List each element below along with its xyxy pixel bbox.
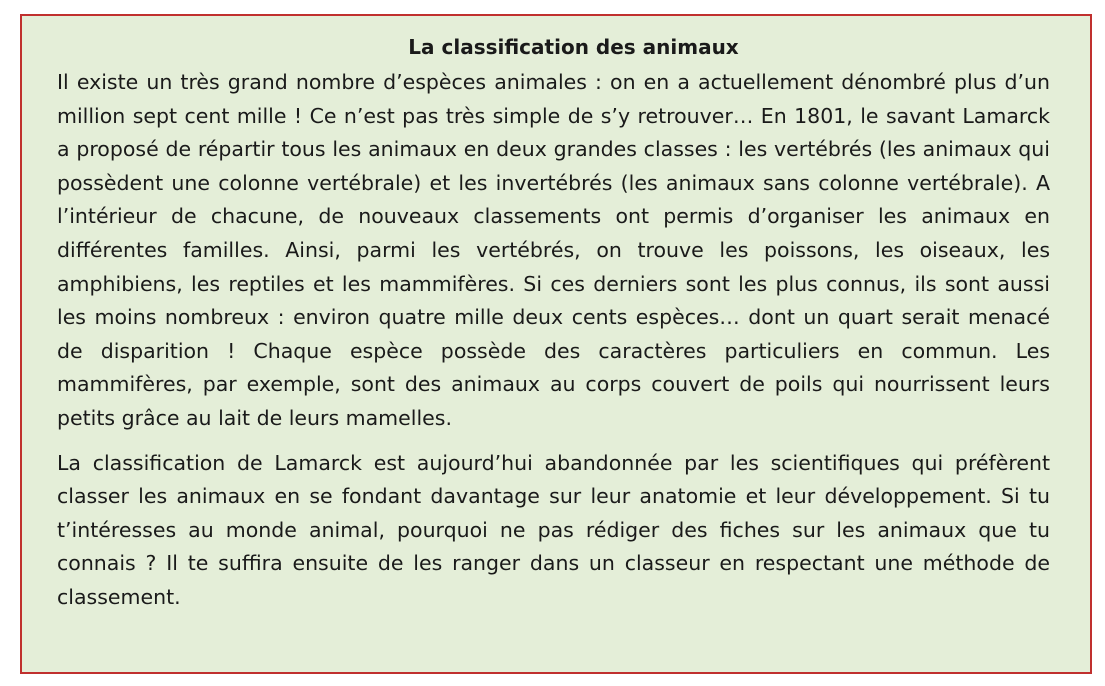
paragraph-1: Il existe un très grand nombre d’espèces animales : on en a actuellement dénombré plus d’un million sept cent mille ! Ce n’est pas très simple de s’y retrouver… En 1801, le savant Lamarck a proposé de répartir tous les animaux en deux grandes classes : les vertébrés (les animaux qui possèdent une colonne vertébrale) et les invertébrés (les animaux sans colonne vertébrale). A l’intérieur de chacune, de nouveaux classements ont permis d’organiser les animaux en différentes familles. Ainsi, parmi les vertébrés, on trouve les poissons, les oiseaux, les amphibiens, les reptiles et les mammifères. Si ces derniers sont les plus connus, ils sont aussi les moins nombreux : environ quatre mille deux cents espèces… dont un quart serait menacé de disparition ! Chaque espèce possède des caractères particuliers en commun. Les mammifères, par exemple, sont des animaux au corps couvert de poils qui nourrissent leurs petits grâce au lait de leurs mamelles. xyxy=(57,70,1050,430)
paragraph-2: La classification de Lamarck est aujourd’hui abandonnée par les scientifiques qui préfèrent classer les animaux en se fondant davantage sur leur anatomie et leur développement. Si tu t’intéresses au monde animal, pourquoi ne pas rédiger des fiches sur les animaux que tu connais ? Il te suffira ensuite de les ranger dans un classeur en respectant une méthode de classement. xyxy=(57,450,1050,609)
document-title: La classification des animaux xyxy=(408,35,739,59)
text-box xyxy=(20,14,1092,674)
